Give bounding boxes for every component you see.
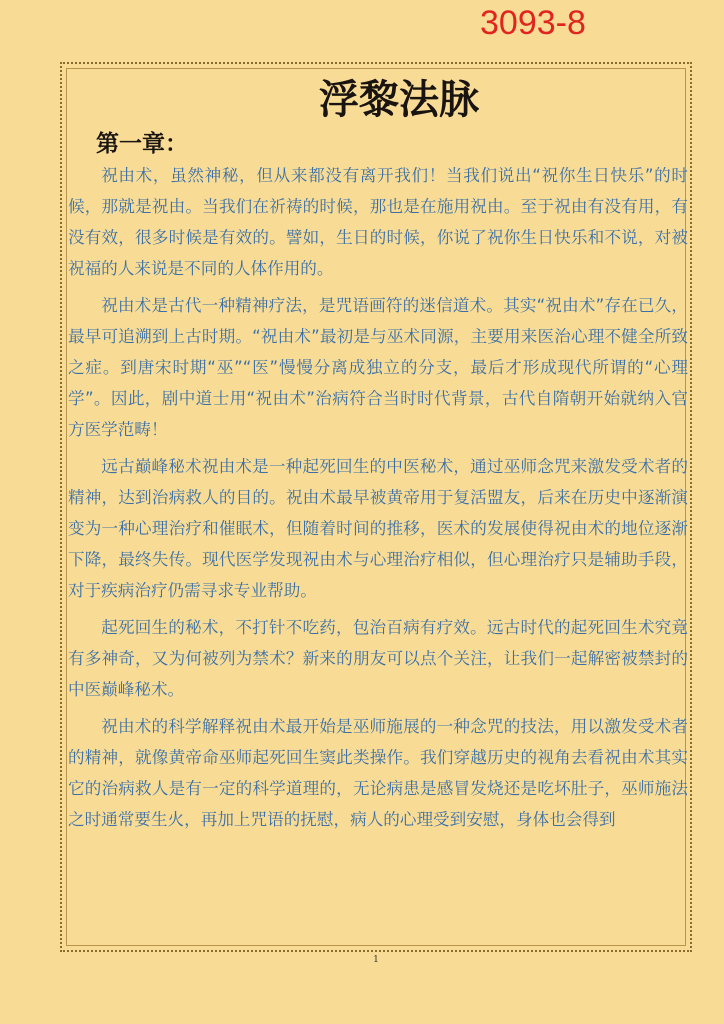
paragraph: 祝由术的科学解释祝由术最开始是巫师施展的一种念咒的技法，用以激发受术者的精神，就像黄帝命巫师起死回生窦此类操作。我们穿越历史的视角去看祝由术其实它的治病救人是有一定的科学道理的，无论病患是感冒发烧还是吃坏肚子，巫师施法之时通常要生火，再加上咒语的抚慰，病人的心理受到安慰，身体也会得到: [68, 717, 688, 829]
paragraph: 祝由术是古代一种精神疗法，是咒语画符的迷信道术。其实“祝由术”存在已久，最早可追溯到上古时期。“祝由术”最初是与巫术同源，主要用来医治心理不健全所致之症。到唐宋时期“巫”“医”慢慢分离成独立的分支，最后才形成现代所谓的“心理学”。因此，剧中道士用“祝由术”治病符合当时时代背景，古代自隋朝开始就纳入官方医学范畴！: [68, 296, 688, 439]
document-title: 浮黎法脉: [319, 77, 479, 123]
page-number: 1: [373, 955, 379, 965]
paragraph: 起死回生的秘术，不打针不吃药，包治百病有疗效。远古时代的起死回生术究竟有多神奇，又为何被列为禁术？新来的朋友可以点个关注，让我们一起解密被禁封的中医巅峰秘术。: [68, 618, 688, 699]
paragraph: 远古巅峰秘术祝由术是一种起死回生的中医秘术，通过巫师念咒来激发受术者的精神，达到治病救人的目的。祝由术最早被黄帝用于复活盟友，后来在历史中逐渐演变为一种心理治疗和催眠术，但随着时间的推移，医术的发展使得祝由术的地位逐渐下降，最终失传。现代医学发现祝由术与心理治疗相似，但心理治疗只是辅助手段，对于疾病治疗仍需寻求专业帮助。: [68, 457, 688, 600]
chapter-heading: 第一章：: [96, 131, 188, 157]
stamp-code: 3093-8: [480, 4, 586, 42]
paragraph: 祝由术，虽然神秘，但从来都没有离开我们！当我们说出“祝你生日快乐”的时候，那就是祝由。当我们在祈祷的时候，那也是在施用祝由。至于祝由有没有用，有没有效，很多时候是有效的。譬如，生日的时候，你说了祝你生日快乐和不说，对被祝福的人来说是不同的人体作用的。: [68, 166, 688, 278]
body-text: [68, 160, 688, 841]
